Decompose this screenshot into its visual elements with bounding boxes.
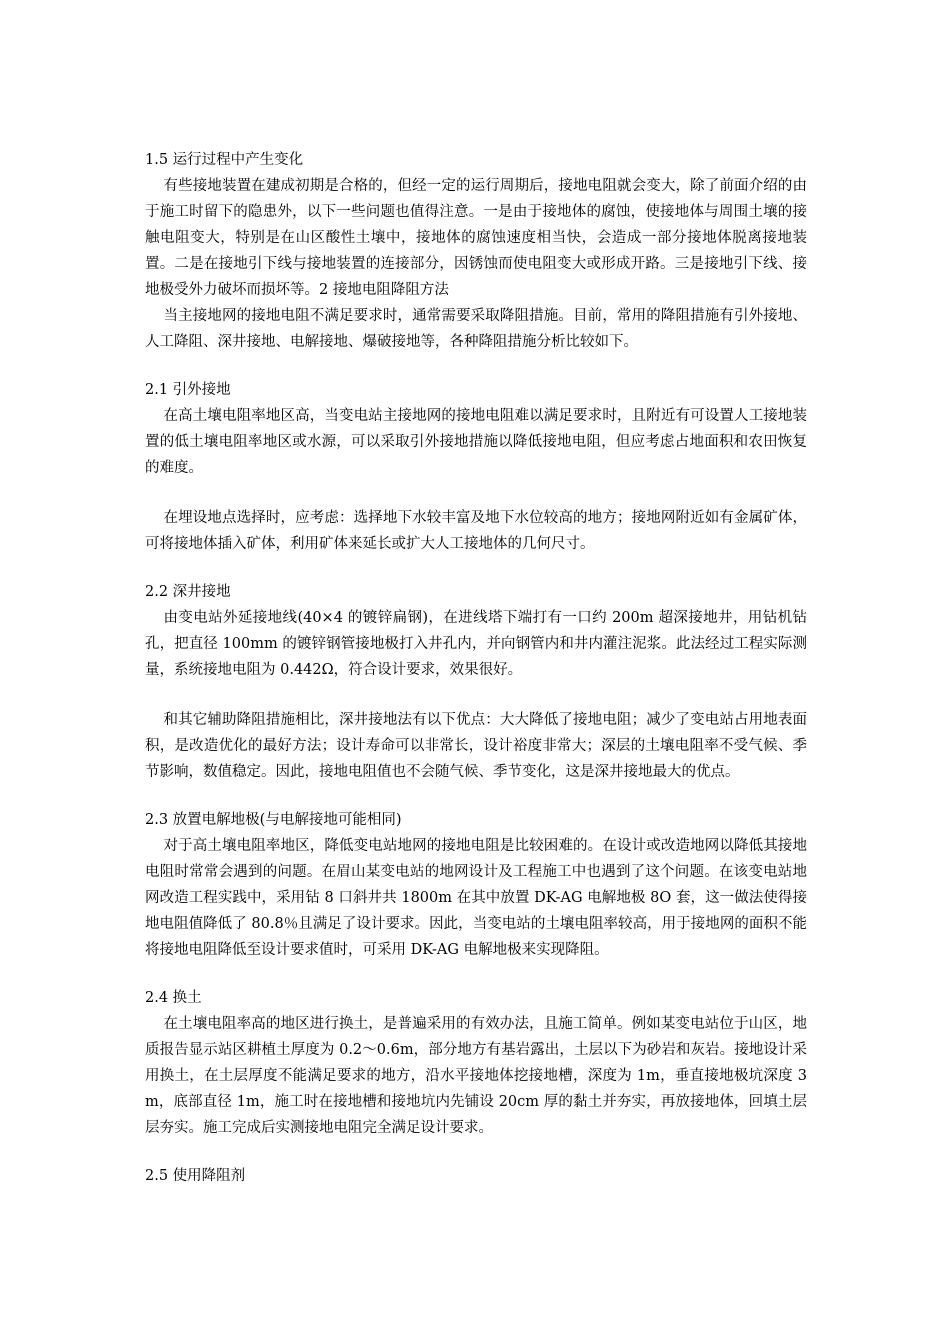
paragraph: 对于高土壤电阻率地区，降低变电站地网的接地电阻是比较困难的。在设计或改造地网以降低其接地电阻时常常会遇到的问题。在眉山某变电站的地网设计及工程施工中也遇到了这个问题。在该变电站地网改造工程实践中，采用钻 8 口斜井共 1800m 在其中放置 DK-AG 电解地极 8O 套，这一做法使得接地电阻值降低了 80.8％且满足了设计要求。因此，当变电站的土壤电阻率较高，用于接地网的面积不能将接地电阻降低至设计要求值时，可采用 DK-AG 电解地极来实现降阻。 — [145, 838, 807, 958]
section-spacer — [145, 785, 807, 807]
section-heading-1-5: 1.5 运行过程中产生变化 — [145, 152, 304, 168]
section-heading-2-4: 2.4 换土 — [145, 990, 202, 1006]
section-spacer — [145, 1141, 807, 1163]
paragraph: 当主接地网的接地电阻不满足要求时，通常需要采取降阻措施。目前，常用的降阻措施有引外接地、人工降阻、深井接地、电解接地、爆破接地等，各种降阻措施分析比较如下。 — [145, 308, 807, 350]
paragraph: 在土壤电阻率高的地区进行换土，是普遍采用的有效办法，且施工简单。例如某变电站位于山区，地质报告显示站区耕植土厚度为 0.2～0.6m，部分地方有基岩露出，土层以下为砂岩和灰岩。接地设计采用换土，在土层厚度不能满足要求的地方，沿水平接地体挖接地槽，深度为 1m，垂直接地极坑深度 3m，底部直径 1m，施工时在接地槽和接地坑内先铺设 20cm 厚的黏土并夯实，再放接地体，回填土层层夯实。施工完成后实测接地电阻完全满足设计要求。 — [145, 1016, 807, 1136]
section-spacer — [145, 963, 807, 985]
paragraph: 在高土壤电阻率地区高，当变电站主接地网的接地电阻难以满足要求时，且附近有可设置人工接地装置的低土壤电阻率地区或水源，可以采取引外接地措施以降低接地电阻，但应考虑占地面积和农田恢复的难度。 — [145, 408, 807, 476]
section-heading-2-5: 2.5 使用降阻剂 — [145, 1168, 246, 1184]
section-heading-2-2: 2.2 深井接地 — [145, 584, 231, 600]
section-heading-2-1: 2.1 引外接地 — [145, 382, 231, 398]
section-spacer — [145, 355, 807, 377]
paragraph: 在埋设地点选择时，应考虑：选择地下水较丰富及地下水位较高的地方；接地网附近如有金属矿体，可将接地体插入矿体，利用矿体来延长或扩大人工接地体的几何尺寸。 — [145, 510, 807, 552]
paragraph: 和其它辅助降阻措施相比，深井接地法有以下优点：大大降低了接地电阻；减少了变电站占用地表面积，是改造优化的最好方法；设计寿命可以非常长，设计裕度非常大；深层的土壤电阻率不受气候、季节影响，数值稳定。因此，接地电阻值也不会随气候、季节变化，这是深井接地最大的优点。 — [145, 712, 807, 780]
paragraph-spacer — [145, 481, 807, 505]
section-spacer — [145, 557, 807, 579]
paragraph: 有些接地装置在建成初期是合格的，但经一定的运行周期后，接地电阻就会变大，除了前面介绍的由于施工时留下的隐患外，以下一些问题也值得注意。一是由于接地体的腐蚀，使接地体与周围土壤的接触电阻变大，特别是在山区酸性土壤中，接地体的腐蚀速度相当快，会造成一部分接地体脱离接地装置。二是在接地引下线与接地装置的连接部分，因锈蚀而使电阻变大或形成开路。三是接地引下线、接地极受外力破坏而损坏等。2 接地电阻降阻方法 — [145, 178, 807, 298]
document-body — [145, 147, 807, 1189]
section-heading-2-3: 2.3 放置电解地极(与电解接地可能相同) — [145, 812, 402, 828]
paragraph: 由变电站外延接地线(40×4 的镀锌扁钢)，在进线塔下端打有一口约 200m 超深接地井，用钻机钻孔，把直径 100mm 的镀锌钢管接地极打入井孔内，并向钢管内和井内灌注泥浆。此法经过工程实际测量，系统接地电阻为 0.442Ω，符合设计要求，效果很好。 — [145, 610, 807, 678]
paragraph-spacer — [145, 683, 807, 707]
